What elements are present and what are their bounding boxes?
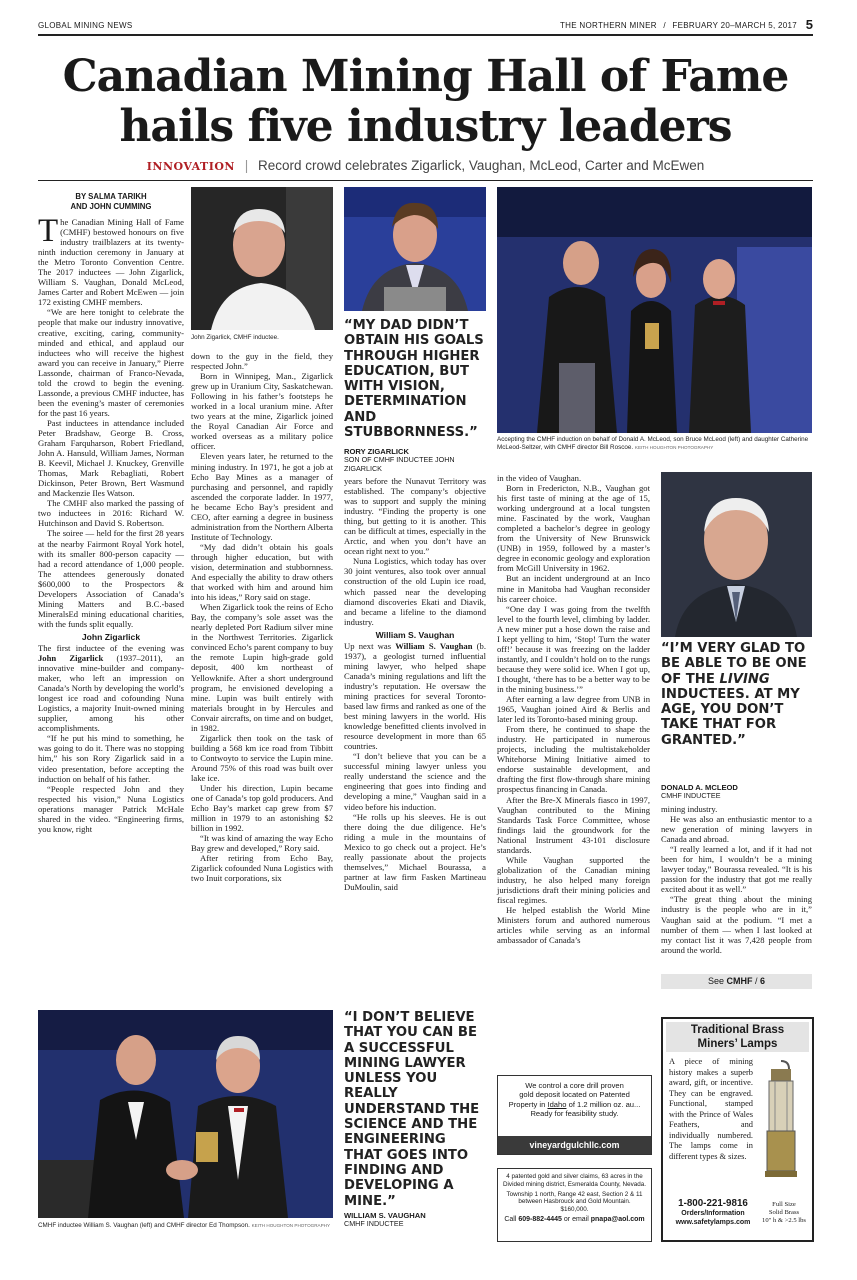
paragraph <box>38 643 184 733</box>
ad-phone[interactable]: 609-882-4445 <box>518 1215 562 1223</box>
quote-attribution <box>661 784 812 801</box>
kicker-divider: | <box>244 158 249 173</box>
paragraph: Born in Winnipeg, Man., Zigarlick grew up in Uranium City, Saskatchewan. Following in his father’s footsteps he worked in a local uranium mine. After two years at the mine, Zigarlick joined the Royal Canadian Air Force and worked overseas as a military police officer. <box>191 371 333 452</box>
paragraph: Born in Fredericton, N.B., Vaughan got his first taste of mining at the age of 15, working underground at a local tungsten mine. Fascinated by the work, Vaughan completed a bachelor’s degree in geology from the University of New Brunswick (UNB) in 1959, followed by a master’s degree in economic geology and exploration from McGill University in 1962. <box>497 483 650 574</box>
paragraph: The soiree — held for the first 28 years at the nearby Fairmont Royal York hotel, with its smaller 800-person capacity — had a record attendance of 1,000 people. The attendees generously donated $600,000 to the Prospectors & Developers Association of Canada’s Mining Matters and B.C.-based MineralsEd mining educational charities, with the funds split equally. <box>38 528 184 629</box>
spec-line: Solid Brass <box>768 1209 800 1216</box>
photo-credit: KEITH HOUGHTON PHOTOGRAPHY <box>634 445 714 450</box>
ad-text: Idaho <box>547 1099 567 1109</box>
portrait-illustration <box>661 472 812 637</box>
paragraph: “It was kind of amazing the way Echo Bay grew and developed,” Rory said. <box>191 833 333 854</box>
paragraph: mining industry. <box>661 804 718 814</box>
byline-author-1: BY SALMA TARIKH <box>75 192 147 201</box>
quote-source-name: WILLIAM S. VAUGHAN <box>344 1211 426 1220</box>
ad-line: 4 patented gold and silver claims, 63 acres in the Divided mining district, Esmeralda County, Nevada. <box>502 1173 647 1188</box>
paragraph-text: (1937–2011), an innovative mine-builder and company-maker, who left an impression on Canada’s North by developing the world’s longest ice road and cofounding Nuna Logistics, a majority Inuit-owned mining supplier, among his other accomplishments. <box>38 653 184 734</box>
paragraph: He was also an enthusiastic mentor to a new generation of mining lawyers in Canada and abroad. <box>661 814 812 845</box>
paragraph: Nuna Logistics, which today has over 30 joint ventures, also took over annual construction of the old Lupin ice road, which passed near the developing diamond discoveries Ekati and Diavik, and became a lifeline to the diamond industry. <box>344 556 486 627</box>
quote-emphasis: LIVING <box>719 671 770 687</box>
paragraph: years before the Nunavut Territory was established. The company’s objective was to support and supply the mining industry. “Finding the property is one thing, but getting to it is another. This can be difficult at times, especially in the Arctic, and when you don’t have an ocean right next to you.” <box>344 476 486 557</box>
ad-text: of 1.2 million oz. au... <box>566 1099 641 1109</box>
rory-zigarlick-photo <box>344 187 486 311</box>
ad-title-line: Traditional Brass <box>690 1024 785 1036</box>
subhead-vaughan: William S. Vaughan <box>375 629 455 640</box>
quote-source-role: CMHF INDUCTEE <box>344 1219 404 1229</box>
jump-page: 6 <box>760 976 766 986</box>
brass-lamp-icon <box>759 1059 803 1183</box>
article-column-4 <box>497 473 650 1048</box>
paragraph: “We are here tonight to celebrate the people that make our industry innovative, creative, exciting, caring, community-minded and ethical, and applaud our inductees who will receive the highest award you can receive in January,” Pierre Lassonde, chairman of Franco-Nevada, told the crowd to begin the evening. Lassonde, a previous CMHF inductee, has been the evening’s master of ceremonies for the past 16 years. <box>38 307 184 418</box>
spec-line: 10" h & >2.5 lbs <box>762 1217 806 1224</box>
donald-mcleod-photo <box>661 472 812 637</box>
paragraph: Eleven years later, he returned to the mining industry. In 1971, he got a job at Echo Bay Mines as a manager of purchasing and personnel, and rapidly ascended the corporate ladder. In 1977, he became Echo Bay’s president and CEO, after earning a degree in business administration from the Northern Alberta Institute of Technology. <box>191 451 333 542</box>
page-number: 5 <box>805 17 813 32</box>
quote-source-role: SON OF CMHF INDUCTEE JOHN ZIGARLICK <box>344 455 455 473</box>
ad-line: gold deposit located on Patented <box>519 1090 630 1100</box>
paragraph: Past inductees in attendance included Peter Bradshaw, George B. Cross, Graham Farquharson, Robert Friedland, John A. Hansuld, William James, Norman B. Keevil, Michael J. Knuckey, Grenville Thomas, Mark Rebagliati, Robert Dickinson, Peter Brown, Bert Wasmund and Mackenzie Iles Watson. <box>38 417 184 499</box>
mining-claims-ad[interactable] <box>497 1168 652 1242</box>
quote-source-name: DONALD A. MCLEOD <box>661 783 738 792</box>
lamps-ad-body: A piece of mining history makes a superb award, gift, or incentive. They can be engraved. Functional, stamped with the Prince of Wales Feathers, and individually numbered. The lamps come in different types & sizes. <box>669 1057 753 1161</box>
ad-phone[interactable]: 1-800-221-9816 <box>678 1198 748 1209</box>
ad-line: We control a core drill proven <box>525 1081 624 1090</box>
paragraph: He helped establish the World Mine Ministers forum and authored numerous articles while serving as an informal ambassador of Canada’s <box>497 905 650 946</box>
headline <box>38 52 813 152</box>
ad-contact <box>498 1216 651 1224</box>
drop-cap: T <box>38 213 59 249</box>
inductee-name: William S. Vaughan <box>395 640 473 651</box>
vineyard-ad-url[interactable]: vineyardgulchllc.com <box>498 1136 651 1154</box>
jump-separator: / <box>752 976 760 986</box>
paragraph: “The great thing about the mining industry is the people who are in it,” Vaughan said at the podium. “I met a number of them — when I last looked at my contact list it was 7,428 people from around the world. <box>661 894 812 955</box>
paragraph: After the Bre-X Minerals fiasco in 1997, Vaughan contributed to the Mining Standards Task Force Committee, whose findings laid the groundwork for the National Instrument 43-101 disclosure standards. <box>497 794 650 855</box>
paragraph: After earning a law degree from UNB in 1965, Vaughan joined Aird & Berlis and later led its Toronto-based mining group. <box>497 694 650 725</box>
portrait-illustration <box>191 187 333 330</box>
paragraph: “My dad didn’t obtain his goals through higher education, but with vision, determination and stubbornness. And especially the ability to draw others that worked with him and around him into his ideas,” Rory said on stage. <box>191 541 333 603</box>
inductee-name: John Zigarlick <box>38 653 104 664</box>
zigarlick-photo <box>191 187 333 330</box>
ad-text: Property in <box>508 1099 548 1109</box>
quote-source-role: CMHF INDUCTEE <box>661 791 721 801</box>
ad-url[interactable]: www.safetylamps.com <box>675 1218 751 1226</box>
vaughan-caption-text: CMHF inductee William S. Vaughan (left) and CMHF director Ed Thompson. <box>38 1222 250 1229</box>
paragraph: down to the guy in the field, they respected John.” <box>191 351 333 372</box>
paragraph-text: (b. 1937), a geologist turned influential mining lawyer, who helped shape Canada’s mining regulations and lift the industry’s reputation. He oversaw the mining practices for several Toronto-based law firms and ranked as one of the best mining lawyers in the world. His knowledge benefitted clients involved in resource development in more than 65 countries. <box>344 640 486 752</box>
pull-quote-vaughan: “I DON’T BELIEVE THAT YOU CAN BE A SUCCESSFUL MINING LAWYER UNLESS YOU REALLY UNDERSTAND THE SCIENCE AND THE ENGINEERING THAT GOES INTO FINDING AND DEVELOPING A MINE.” <box>344 1010 480 1209</box>
article-column-1 <box>38 213 184 997</box>
pull-quote-donald-mcleod <box>661 641 812 748</box>
issue-date: FEBRUARY 20–MARCH 5, 2017 <box>672 21 797 30</box>
ad-text: or email <box>561 1215 591 1223</box>
paragraph: in the video of Vaughan. <box>497 473 582 483</box>
kicker-label: INNOVATION <box>146 160 235 173</box>
paragraph: While Vaughan supported the globalization of the Canadian mining industry, he also helped many foreign jurisdictions draft their mining policies and fiscal regimes. <box>497 854 650 905</box>
ad-text: Call <box>504 1215 519 1223</box>
paragraph: Under his direction, Lupin became one of Canada’s top gold producers. And Echo Bay’s market cap grew from $7 million in 1979 to an astonishing $2 billion in 1992. <box>191 783 333 834</box>
jump-line[interactable] <box>661 974 812 989</box>
kicker <box>38 158 813 173</box>
ad-line: Township 1 north, Range 42 east, Section 2 & 11 between Hasbrouck and Gold Mountain. $160,000. <box>506 1190 643 1214</box>
paragraph: “I don’t believe that you can be a successful mining lawyer unless you really understand the science and the engineering that goes into finding and developing a mine,” Vaughan said in a video before his induction. <box>344 751 486 812</box>
article-column-3 <box>344 476 486 1006</box>
speaker-illustration <box>344 187 486 311</box>
handshake-illustration <box>38 1010 333 1218</box>
paragraph: The CMHF also marked the passing of two inductees in 2016: Richard W. Hutchinson and David S. Robertson. <box>38 498 184 529</box>
mcleod-caption <box>497 436 812 452</box>
vaughan-photo <box>38 1010 333 1218</box>
headline-rule <box>38 180 813 181</box>
jump-reference: CMHF <box>726 976 753 986</box>
ad-title-line: Miners’ Lamps <box>697 1038 778 1050</box>
mcleod-caption-text: Accepting the CMHF induction on behalf of Donald A. McLeod, son Bruce McLeod (left) and daughter Catherine McLeod-Seltzer, with CMHF director Bill Roscoe. <box>497 436 809 451</box>
miners-lamps-ad[interactable] <box>661 1017 814 1242</box>
vineyard-ad[interactable] <box>497 1075 652 1155</box>
vineyard-ad-copy <box>498 1076 651 1119</box>
deck: Record crowd celebrates Zigarlick, Vaughan, McLeod, Carter and McEwen <box>258 158 705 173</box>
paragraph: After retiring from Echo Bay, Zigarlick cofounded Nuna Logistics with two Inuit corporations, six <box>191 853 333 884</box>
paragraph <box>344 641 486 752</box>
paragraph: But an incident underground at an Inco mine in Manitoba had Vaughan reconsider his career choice. <box>497 573 650 604</box>
quote-text: “I’M VERY GLAD TO BE ABLE TO BE ONE OF THE <box>661 641 807 687</box>
folio <box>560 21 797 30</box>
paragraph: “If he put his mind to something, he was going to do it. There was no stopping him,” his son Rory Zigarlick said in a video presentation, before accepting the induction on behalf of his father. <box>38 733 184 784</box>
paper-name: THE NORTHERN MINER <box>560 21 657 30</box>
paragraph <box>38 213 184 308</box>
zigarlick-caption: John Zigarlick, CMHF inductee. <box>191 334 279 341</box>
headline-line-2: hails five industry leaders <box>119 101 732 152</box>
mcleod-family-photo <box>497 187 812 433</box>
paragraph: When Zigarlick took the reins of Echo Bay, the company’s sole asset was the nearly depleted Port Radium silver mine in the Northwest Territories. Zigarlick convinced Echo’s parent company to buy the remote Lupin high-grade gold deposit, 400 km northeast of Yellowknife. After a short underground program, he envisioned developing a mine. Lupin was built entirely with materials brought in by Hercules and Convair aircrafts, on time and on budget, in 1982. <box>191 602 333 733</box>
byline <box>38 192 184 212</box>
ad-email[interactable]: pnapa@aol.com <box>590 1215 645 1223</box>
headline-line-1: Canadian Mining Hall of Fame <box>62 51 789 102</box>
quote-text: INDUCTEES. AT MY AGE, YOU DON’T TAKE THAT FOR GRANTED.” <box>661 686 800 748</box>
subhead-zigarlick: John Zigarlick <box>81 631 141 642</box>
paragraph: “He rolls up his sleeves. He is out there doing the due diligence. He’s riding a mule in the mountains of Mexico to go check out a project. He’s really passionate about the projects themselves,” Michael Bourassa, a partner at law firm Fasken Martineau DuMoulin, said <box>344 811 486 892</box>
lamps-ad-contact <box>667 1198 759 1227</box>
jump-label: See <box>707 976 727 986</box>
article-column-2 <box>191 351 333 1001</box>
paragraph: From there, he continued to shape the industry. He participated in numerous projects, including the multistakeholder Whitehorse Mining Initiative aimed to endorse sustainable development, and drafting the first flow-through share mining prospectus financing in Canada. <box>497 724 650 795</box>
article-column-5 <box>661 804 812 984</box>
quote-source-name: RORY ZIGARLICK <box>344 447 409 456</box>
vaughan-caption <box>38 1222 333 1230</box>
spec-line: Full Size <box>772 1201 796 1208</box>
header-rule <box>38 34 813 36</box>
paragraph: “One day I was going from the twelfth level to the fourth level, climbing by ladder. A new miner put a hose down the raise and I kept yelling to him, ‘Stop! Turn the water off!’ because it was freezing on the ladder instantly, and I couldn’t hold on to the rungs because they were solid ice. When I got up, I thought, ‘there has to be a better way to be in the mining business.’” <box>497 603 650 694</box>
paragraph: “People respected John and they respected his vision,” Nuna Logistics operations manager Patrick McHale shared in the video. “Engineering firms, you know, right <box>38 783 184 834</box>
paragraph-text: Up next was <box>344 640 396 651</box>
byline-author-2: AND JOHN CUMMING <box>70 202 152 211</box>
folio-sep: / <box>663 21 666 30</box>
group-illustration <box>497 187 812 433</box>
section-label: GLOBAL MINING NEWS <box>38 21 133 30</box>
paragraph-text: he Canadian Mining Hall of Fame (CMHF) bestowed honours on five industry trailblazers at its twenty-ninth induction ceremony in January at the Metro Toronto Convention Centre. The 2017 inductees — John Zigarlick, William S. Vaughan, Donald McLeod, James Carter and Robert McEwen — join 172 existing CMHF members. <box>38 217 184 308</box>
lamps-ad-title <box>666 1022 809 1052</box>
quote-attribution <box>344 448 486 473</box>
paragraph-text: The first inductee of the evening was <box>38 642 184 653</box>
ad-line <box>502 1100 647 1109</box>
photo-credit: KEITH HOUGHTON PHOTOGRAPHY <box>251 1223 331 1228</box>
quote-attribution <box>344 1212 486 1229</box>
lamp-size-spec <box>757 1201 811 1225</box>
pull-quote-rory-zigarlick: “MY DAD DIDN’T OBTAIN HIS GOALS THROUGH HIGHER EDUCATION, BUT WITH VISION, DETERMINATION AND STUBBORNNESS.” <box>344 318 484 441</box>
paragraph: Zigarlick then took on the task of building a 568 km ice road from Tibbitt to Contwoyto to service the Lupin mine. Around 75% of this road was built over lake ice. <box>191 732 333 783</box>
ad-orders-label: Orders/Information <box>681 1210 745 1217</box>
paragraph: “I really learned a lot, and if it had not been for him, I wouldn’t be a mining lawyer today,” Bourassa revealed. “It is his passion for the industry that got me really excited about it as well.” <box>661 844 812 895</box>
ad-line: Ready for feasibility study. <box>530 1109 619 1119</box>
